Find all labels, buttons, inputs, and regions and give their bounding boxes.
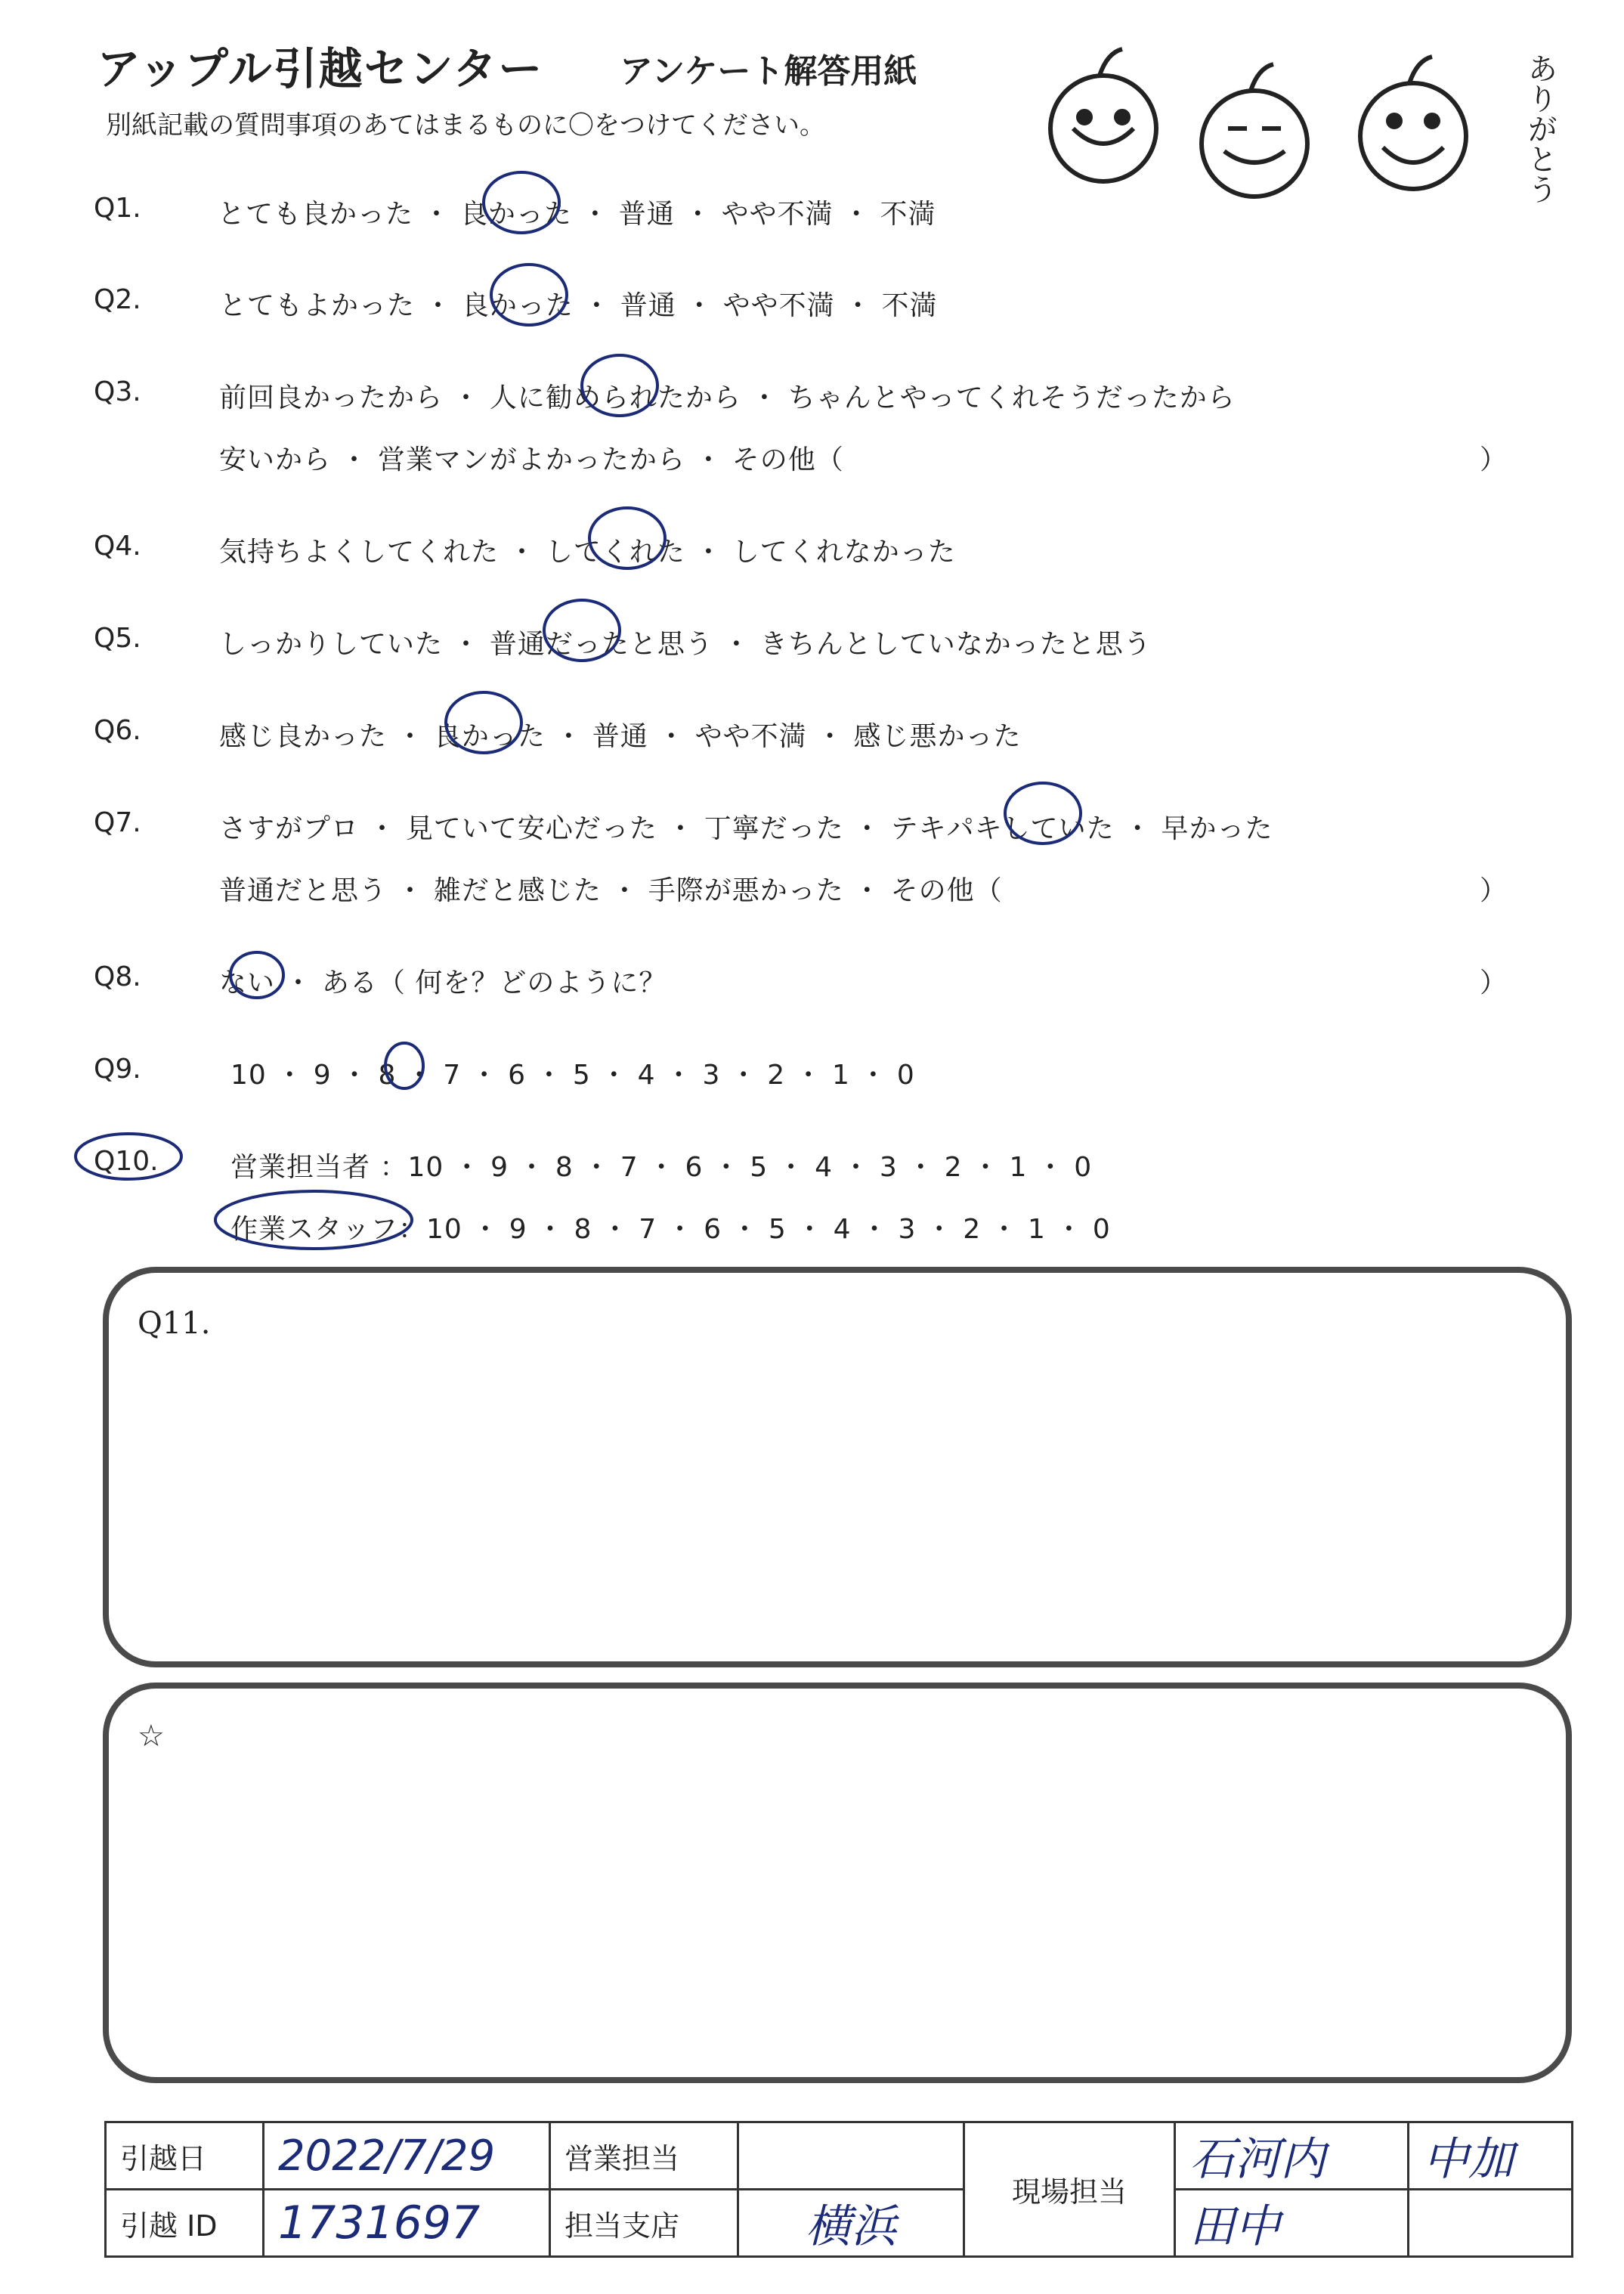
q6-number: Q6. xyxy=(94,715,141,746)
q8-paren-close: ） xyxy=(1480,967,1508,998)
q11-label: Q11. xyxy=(138,1306,211,1341)
q2-options: とてもよかった ・ 良かった ・ 普通 ・ やや不満 ・ 不満 xyxy=(219,290,938,321)
q3-options-line2: 安いから ・ 営業マンがよかったから ・ その他（ xyxy=(219,444,844,475)
q9-options: 10 ・ 9 ・ 8 ・ 7 ・ 6 ・ 5 ・ 4 ・ 3 ・ 2 ・ 1 ・ 0 xyxy=(230,1060,915,1091)
q10-options-staff: 作業スタッフ：10 ・ 9 ・ 8 ・ 7 ・ 6 ・ 5 ・ 4 ・ 3 ・ 2 ・ 1 ・ 0 xyxy=(230,1214,1111,1245)
q2-number: Q2. xyxy=(94,284,141,315)
q1-number: Q1. xyxy=(94,193,141,224)
q7-paren-close: ） xyxy=(1480,875,1508,906)
move-id-label: 引越 ID xyxy=(106,2190,264,2257)
site-label: 現場担当 xyxy=(964,2122,1175,2257)
site-value-3: 田中 xyxy=(1175,2190,1409,2257)
site-value-1: 石河内 xyxy=(1175,2122,1409,2190)
q3-number: Q3. xyxy=(94,376,141,407)
form-subtitle: アンケート解答用紙 xyxy=(620,52,917,91)
company-title: アップル引越センター xyxy=(97,43,544,94)
instruction-text: 別紙記載の質問事項のあてはまるものに〇をつけてください。 xyxy=(106,110,825,141)
q10-options-sales: 営業担当者 ：10 ・ 9 ・ 8 ・ 7 ・ 6 ・ 5 ・ 4 ・ 3 ・ 2 ・ 1 ・ 0 xyxy=(230,1152,1093,1183)
star-comment-box[interactable] xyxy=(103,1683,1572,2083)
q8-number: Q8. xyxy=(94,961,141,992)
q10-number: Q10. xyxy=(94,1146,159,1177)
q3-paren-close: ） xyxy=(1480,444,1508,475)
move-date-label: 引越日 xyxy=(106,2122,264,2190)
q4-number: Q4. xyxy=(94,531,141,562)
site-empty-cell xyxy=(1409,2190,1573,2257)
site-value-2: 中加 xyxy=(1409,2122,1573,2190)
q7-number: Q7. xyxy=(94,807,141,838)
q11-comment-box[interactable] xyxy=(103,1267,1572,1667)
q9-number: Q9. xyxy=(94,1054,141,1085)
q5-number: Q5. xyxy=(94,623,141,654)
mascot-illustration xyxy=(1028,38,1572,234)
q8-options: ない ・ ある（ 何を？どのように？ xyxy=(219,967,667,998)
q5-options: しっかりしていた ・ 普通だったと思う ・ きちんとしていなかったと思う xyxy=(219,629,1152,660)
star-label: ☆ xyxy=(138,1719,165,1754)
sales-label: 営業担当 xyxy=(550,2122,738,2190)
branch-label: 担当支店 xyxy=(550,2190,738,2257)
footer-info-table xyxy=(104,2121,1573,2258)
q6-options: 感じ良かった ・ 良かった ・ 普通 ・ やや不満 ・ 感じ悪かった xyxy=(219,721,1022,752)
q7-options: さすがプロ ・ 見ていて安心だった ・ 丁寧だった ・ テキパキしていた ・ 早かった xyxy=(219,813,1273,844)
q1-options: とても良かった ・ 良かった ・ 普通 ・ やや不満 ・ 不満 xyxy=(218,199,936,230)
q7-options-line2: 普通だと思う ・ 雑だと感じた ・ 手際が悪かった ・ その他（ xyxy=(219,875,1003,906)
q3-options: 前回良かったから ・ 人に勧められたから ・ ちゃんとやってくれそうだったから xyxy=(219,382,1236,413)
branch-value: 横浜 xyxy=(738,2190,964,2257)
move-date-value: 2022/7/29 xyxy=(264,2122,550,2190)
move-id-value: 1731697 xyxy=(264,2190,550,2257)
mascot-thanks-text: ありがとう xyxy=(1523,53,1557,204)
sales-value xyxy=(738,2122,964,2190)
q4-options: 気持ちよくしてくれた ・ してくれた ・ してくれなかった xyxy=(219,537,956,568)
